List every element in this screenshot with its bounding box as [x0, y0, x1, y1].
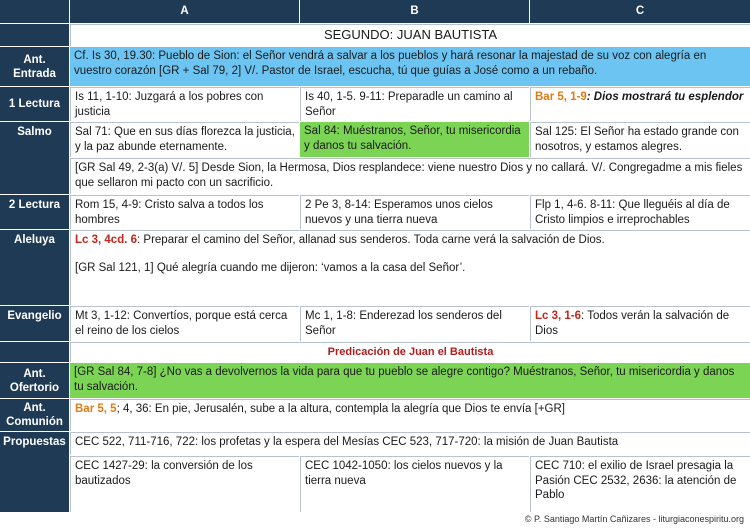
entrada-text: Cf. Is 30, 19.30: Pueblo de Sion: el Señor vendrá a salvar a los pueblos y hará resonar la majestad de su voz con alegría en vuestro corazón [GR + Sal 79, 2] V/. Pastor de Israel, escucha, tú que guías a José como a un rebaño. [70, 47, 750, 86]
salmo-c: Sal 125: El Señor ha estado grande con nosotros, y estamos alegres. [530, 122, 750, 157]
salmo-gr: [GR Sal 49, 2-3(a) V/. 5] Desde Sion, la Hermosa, Dios resplandece: viene nuestro Dios y no callará. V/. Congregadme a mis fieles que sellaron mi pacto con un sacrificio. [70, 158, 750, 194]
propuestas-general: CEC 522, 711-716, 722: los profetas y la espera del Mesías CEC 523, 717-720: la misión de Juan Bautista [70, 432, 750, 455]
lectura1-c [530, 87, 750, 121]
propuestas-a: CEC 1427-29: la conversión de los bautizados [70, 456, 299, 512]
column-header-b: B [300, 0, 529, 23]
lectura1-c-text: : Dios mostrará tu esplendor [586, 91, 744, 103]
lectura1-b: Is 40, 1-5. 9-11: Preparadle un camino al Señor [300, 87, 529, 121]
column-header-c: C [530, 0, 750, 23]
salmo-a: Sal 71: Que en sus días florezca la justicia, y la paz abunde eternamente. [70, 122, 299, 157]
section-label-cell [0, 342, 69, 362]
copyright-footer: © P. Santiago Martín Cañizares - liturgiaconespiritu.org [524, 514, 744, 524]
title-label-cell [0, 24, 69, 46]
section-heading: Predicación de Juan el Bautista [70, 342, 750, 362]
evangelio-c-ref: Lc 3, 1-6 [535, 310, 582, 322]
row-label-lectura1: 1 Lectura [0, 87, 69, 121]
lectura2-b: 2 Pe 3, 8-14: Esperamos unos cielos nuevos y una tierra nueva [300, 195, 529, 229]
propuestas-b: CEC 1042-1050: los cielos nuevos y la tierra nueva [300, 456, 529, 512]
row-label-comunion: Ant. Comunión [0, 399, 69, 431]
aleluya-text: : Preparar el camino del Señor, allanad sus senderos. Toda carne verá la salvación de Dios. [137, 234, 605, 246]
lectura2-a: Rom 15, 4-9: Cristo salva a todos los hombres [70, 195, 299, 229]
propuestas-c: CEC 710: el exilio de Israel presagia la Pasión CEC 2532, 2636: la atención de Pablo [530, 456, 750, 512]
row-label-evangelio: Evangelio [0, 306, 69, 341]
row-label-aleluya: Aleluya [0, 230, 69, 305]
aleluya-verse [75, 233, 746, 248]
comunion-ref: Bar 5, 5 [75, 403, 117, 415]
lectura2-c: Flp 1, 4-6. 8-11: Que lleguéis al día de Cristo limpios e irreprochables [530, 195, 750, 229]
aleluya-cell [70, 230, 750, 305]
row-label-entrada: Ant. Entrada [0, 47, 69, 86]
comunion-body: ; 4, 36: En pie, Jerusalén, sube a la altura, contempla la alegría que Dios te envía [+GR] [116, 403, 566, 415]
page-title: SEGUNDO: JUAN BAUTISTA [70, 24, 750, 46]
aleluya-gr: [GR Sal 121, 1] Qué alegría cuando me dijeron: ‘vamos a la casa del Señor’. [75, 261, 466, 274]
evangelio-a: Mt 3, 1-12: Convertíos, porque está cerca el reino de los cielos [70, 306, 299, 341]
evangelio-c-text: : Todos verán la salvación de Dios [535, 310, 730, 337]
row-label-lectura2: 2 Lectura [0, 195, 69, 229]
row-label-ofertorio: Ant. Ofertorio [0, 363, 69, 398]
lectura1-a: Is 11, 1-10: Juzgará a los pobres con justicia [70, 87, 299, 121]
column-header-a: A [70, 0, 299, 23]
comunion-text [70, 399, 750, 431]
row-label-propuestas: Propuestas [0, 432, 69, 512]
aleluya-ref: Lc 3, 4cd. 6 [75, 234, 138, 246]
evangelio-c [530, 306, 750, 341]
corner-cell [0, 0, 69, 23]
lectura1-c-ref: Bar 5, 1-9 [535, 91, 587, 103]
salmo-b: Sal 84: Muéstranos, Señor, tu misericordia y danos tu salvación. [300, 122, 529, 157]
ofertorio-text: [GR Sal 84, 7-8] ¿No vas a devolvernos la vida para que tu pueblo se alegre contigo? Muéstranos, Señor, tu misericordia y danos tu salvación. [70, 363, 750, 398]
evangelio-b: Mc 1, 1-8: Enderezad los senderos del Señor [300, 306, 529, 341]
row-label-salmo: Salmo [0, 122, 69, 194]
